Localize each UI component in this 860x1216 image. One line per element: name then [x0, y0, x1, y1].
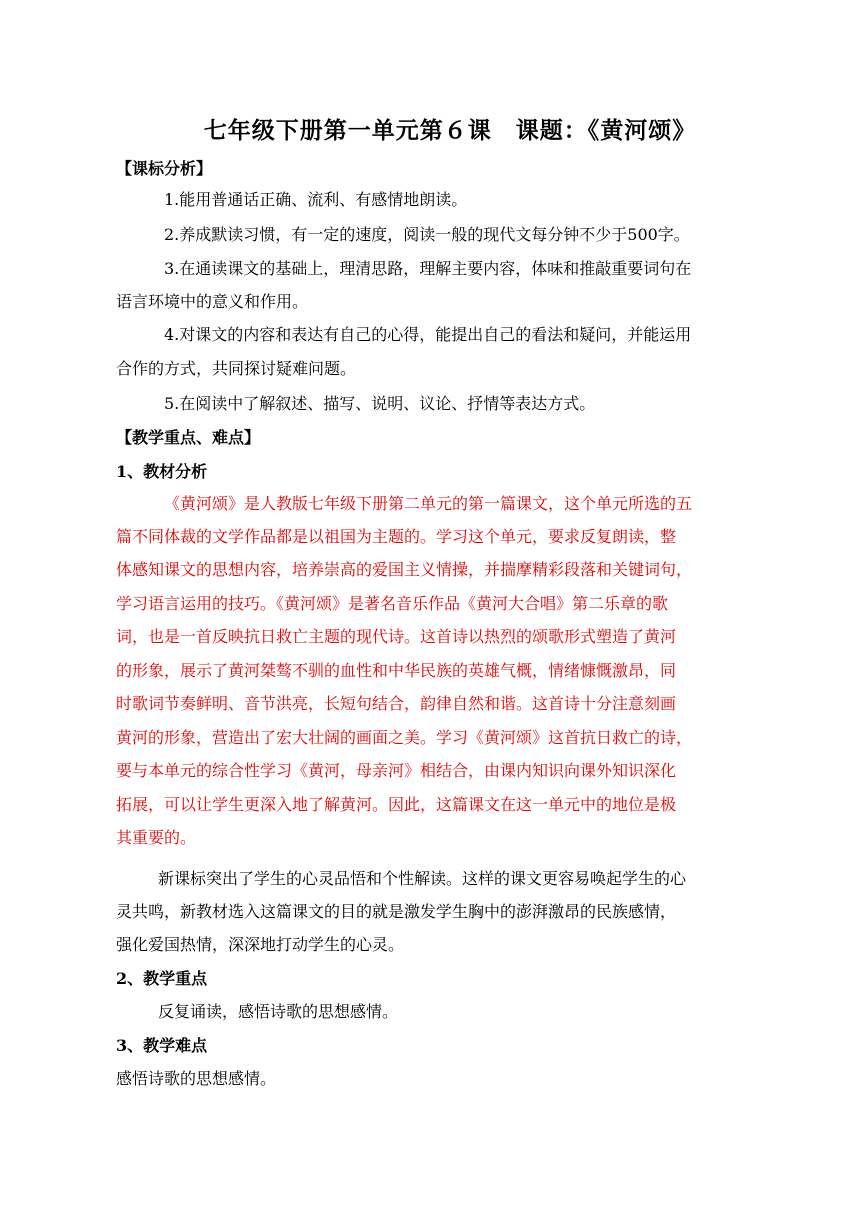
- curriculum-item: 2.养成默读习惯，有一定的速度，阅读一般的现代文每分钟不少于500字。: [164, 225, 690, 244]
- section-heading-curriculum: 【课标分析】: [116, 159, 213, 178]
- curriculum-item: 1.能用普通话正确、流利、有感情地朗读。: [164, 190, 468, 209]
- subheading-teaching-focus: 2、教学重点: [116, 969, 208, 988]
- page-title: 七年级下册第一单元第６课 课题：《黄河颂》: [203, 117, 697, 144]
- analysis-line: 的形象，展示了黄河桀骜不驯的血性和中华民族的英雄气概，情绪慷慨激昂，同: [116, 661, 677, 680]
- analysis-line: 要与本单元的综合性学习《黄河，母亲河》相结合，由课内知识向课外知识深化: [116, 761, 677, 780]
- analysis-line: 其重要的。: [116, 828, 197, 847]
- teaching-focus-text: 反复诵读，感悟诗歌的思想感情。: [158, 1002, 399, 1021]
- analysis-line: 篇不同体裁的文学作品都是以祖国为主题的。学习这个单元，要求反复朗读，整: [116, 527, 677, 546]
- analysis-paragraph-line: 新课标突出了学生的心灵品悟和个性解读。这样的课文更容易唤起学生的心: [158, 869, 687, 888]
- analysis-line: 《黄河颂》是人教版七年级下册第二单元的第一篇课文，这个单元所选的五: [164, 494, 693, 513]
- curriculum-item: 5.在阅读中了解叙述、描写、说明、议论、抒情等表达方式。: [164, 394, 596, 413]
- analysis-line: 时歌词节奏鲜明、音节洪亮，长短句结合，韵律自然和谐。这首诗十分注意刻画: [116, 694, 677, 713]
- analysis-line: 词，也是一首反映抗日救亡主题的现代诗。这首诗以热烈的颂歌形式塑造了黄河: [116, 627, 677, 646]
- section-heading-key-points: 【教学重点、难点】: [116, 428, 261, 447]
- analysis-line: 学习语言运用的技巧。《黄河颂》是著名音乐作品《黄河大合唱》第二乐章的歌: [116, 594, 669, 613]
- analysis-paragraph-line: 灵共鸣，新教材选入这篇课文的目的就是激发学生胸中的澎湃激昂的民族感情，: [116, 902, 677, 921]
- teaching-difficulty-text: 感悟诗歌的思想感情。: [116, 1069, 277, 1088]
- analysis-line: 拓展，可以让学生更深入地了解黄河。因此，这篇课文在这一单元中的地位是极: [116, 795, 677, 814]
- curriculum-item: 3.在通读课文的基础上，理清思路，理解主要内容，体味和推敲重要词句在: [164, 259, 692, 278]
- subheading-teaching-difficulty: 3、教学难点: [116, 1036, 208, 1055]
- subheading-textbook-analysis: 1、教材分析: [116, 462, 208, 481]
- curriculum-item-continued: 语言环境中的意义和作用。: [116, 292, 309, 311]
- curriculum-item-continued: 合作的方式，共同探讨疑难问题。: [116, 359, 357, 378]
- analysis-line: 黄河的形象，营造出了宏大壮阔的画面之美。学习《黄河颂》这首抗日救亡的诗，: [116, 728, 693, 747]
- curriculum-item: 4.对课文的内容和表达有自己的心得，能提出自己的看法和疑问，并能运用: [164, 325, 692, 344]
- analysis-paragraph-line: 强化爱国热情，深深地打动学生的心灵。: [116, 935, 405, 954]
- analysis-line: 体感知课文的思想内容，培养崇高的爱国主义情操，并揣摩精彩段落和关键词句，: [116, 560, 693, 579]
